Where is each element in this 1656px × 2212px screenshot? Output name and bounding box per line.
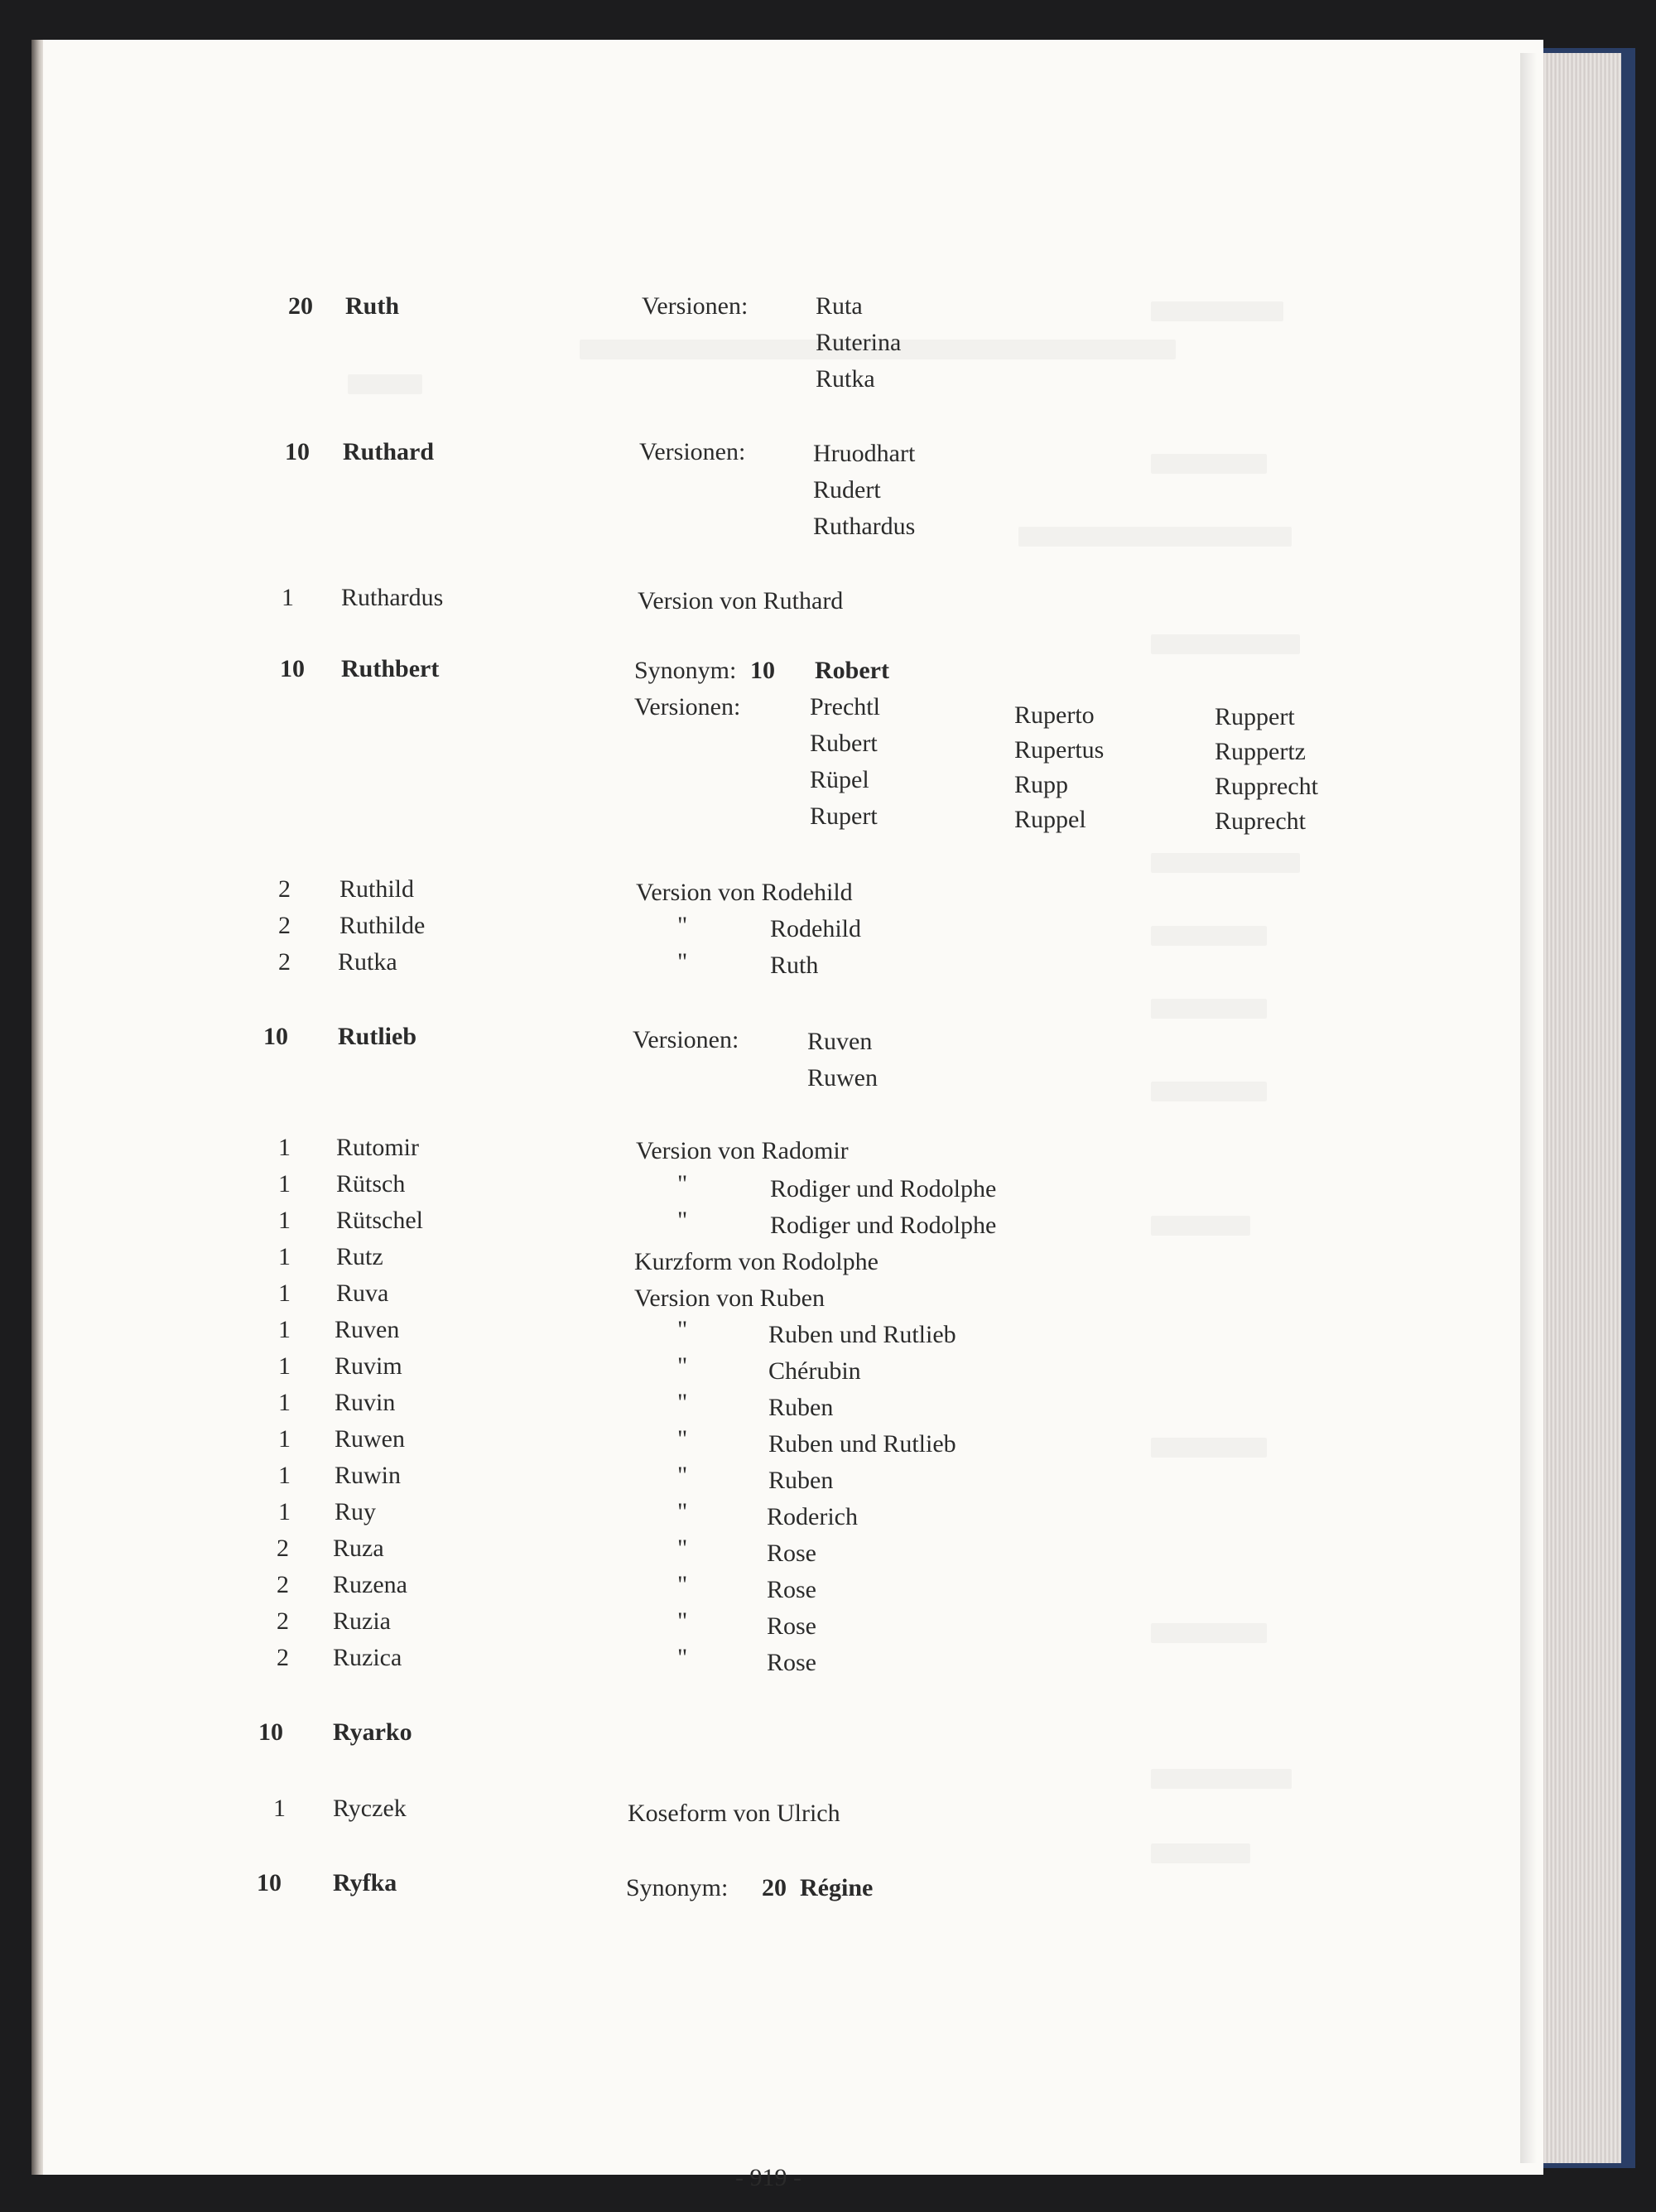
entry-name: Ruwen bbox=[335, 1425, 405, 1453]
version-value: Rüpel bbox=[810, 766, 869, 793]
entry-name: Ruy bbox=[335, 1498, 377, 1525]
entry-name: Ryfka bbox=[333, 1869, 397, 1896]
entry-relation: Versionen: bbox=[634, 693, 741, 720]
relation-target: Rodiger und Rodolphe bbox=[770, 1212, 997, 1239]
entry-name: Ruven bbox=[335, 1316, 400, 1343]
entry-name: Ruvin bbox=[335, 1389, 396, 1416]
entry-frequency-code: 2 bbox=[277, 1571, 289, 1598]
entry-name: Ruzia bbox=[333, 1607, 391, 1635]
entry-name: Rutz bbox=[336, 1243, 383, 1270]
entry-name: Ruthardus bbox=[341, 584, 444, 611]
version-value: Rudert bbox=[813, 476, 881, 504]
entry-name: Ruthild bbox=[339, 875, 415, 903]
entry-frequency-code: 1 bbox=[282, 584, 294, 611]
synonym-label: Synonym: bbox=[626, 1874, 729, 1901]
entry-name: Ruva bbox=[336, 1279, 389, 1307]
entry-name: Rütschel bbox=[336, 1207, 423, 1234]
entry-frequency-code: 2 bbox=[278, 875, 291, 903]
entry-relation: Version von Rodehild bbox=[636, 879, 853, 906]
entry-relation: Versionen: bbox=[633, 1026, 739, 1053]
relation-target: Roderich bbox=[767, 1503, 858, 1530]
entry-name: Rütsch bbox=[336, 1170, 406, 1198]
ditto-mark: " bbox=[677, 948, 688, 976]
entry-relation: Versionen: bbox=[642, 292, 749, 320]
entry-name: Ruzena bbox=[333, 1571, 407, 1598]
relation-target: Ruben bbox=[768, 1467, 834, 1494]
entry-name: Ruthilde bbox=[339, 912, 426, 939]
version-value: Rubert bbox=[810, 730, 878, 757]
entry-frequency-code: 1 bbox=[273, 1795, 286, 1822]
entry-frequency-code: 2 bbox=[277, 1644, 289, 1671]
entry-frequency-code: 1 bbox=[278, 1389, 291, 1416]
relation-target: Ruben bbox=[768, 1394, 834, 1421]
version-value: Ruven bbox=[807, 1028, 873, 1055]
entry-name: Ryarko bbox=[333, 1718, 412, 1746]
entry-relation: Versionen: bbox=[639, 438, 746, 465]
ditto-mark: " bbox=[677, 1498, 688, 1525]
version-value: Rupprecht bbox=[1215, 773, 1318, 800]
entry-frequency-code: 10 bbox=[257, 1869, 282, 1896]
synonym-code: 20 bbox=[762, 1874, 787, 1901]
version-value: Rupertus bbox=[1014, 736, 1105, 764]
synonym-code: 10 bbox=[750, 657, 775, 684]
entry-frequency-code: 2 bbox=[277, 1607, 289, 1635]
entry-name: Ruthbert bbox=[341, 655, 440, 682]
version-value: Ruterina bbox=[816, 329, 902, 356]
synonym-name: Régine bbox=[800, 1874, 874, 1901]
ditto-mark: " bbox=[677, 1425, 688, 1453]
ditto-mark: " bbox=[677, 1207, 688, 1234]
relation-target: Ruth bbox=[770, 952, 819, 979]
entry-frequency-code: 10 bbox=[280, 655, 305, 682]
page-sheet bbox=[43, 40, 1543, 2175]
entry-name: Ruwin bbox=[335, 1462, 402, 1489]
entry-frequency-code: 2 bbox=[277, 1535, 289, 1562]
entry-name: Rutlieb bbox=[338, 1023, 417, 1050]
synonym-name: Robert bbox=[815, 657, 889, 684]
version-value: Hruodhart bbox=[813, 440, 916, 467]
relation-target: Ruben und Rutlieb bbox=[768, 1321, 956, 1348]
entry-frequency-code: 1 bbox=[278, 1243, 291, 1270]
entry-name: Ruth bbox=[345, 292, 400, 320]
entry-frequency-code: 10 bbox=[258, 1718, 283, 1746]
relation-target: Rose bbox=[767, 1540, 816, 1567]
page-number: - 919 - bbox=[735, 2164, 802, 2191]
version-value: Ruperto bbox=[1014, 701, 1095, 729]
entry-frequency-code: 1 bbox=[278, 1425, 291, 1453]
entry-name: Ruvim bbox=[335, 1352, 402, 1380]
entry-name: Rutomir bbox=[336, 1134, 420, 1161]
ditto-mark: " bbox=[677, 912, 688, 939]
relation-target: Rose bbox=[767, 1649, 816, 1676]
page-shadow bbox=[1520, 53, 1537, 2163]
relation-target: Rodiger und Rodolphe bbox=[770, 1175, 997, 1202]
entry-relation: Version von Ruthard bbox=[638, 587, 844, 614]
version-value: Ruppertz bbox=[1215, 738, 1306, 765]
version-value: Ruwen bbox=[807, 1064, 878, 1092]
version-value: Ruthardus bbox=[813, 513, 916, 540]
entry-frequency-code: 1 bbox=[278, 1316, 291, 1343]
entry-relation: Version von Ruben bbox=[634, 1284, 825, 1312]
relation-target: Chérubin bbox=[768, 1357, 861, 1385]
entry-frequency-code: 1 bbox=[278, 1279, 291, 1307]
ditto-mark: " bbox=[677, 1571, 688, 1598]
version-value: Rupp bbox=[1014, 771, 1069, 798]
entry-relation: Kurzform von Rodolphe bbox=[634, 1248, 879, 1275]
entry-frequency-code: 1 bbox=[278, 1462, 291, 1489]
version-value: Ruta bbox=[816, 292, 863, 320]
version-value: Ruprecht bbox=[1215, 807, 1306, 835]
relation-target: Ruben und Rutlieb bbox=[768, 1430, 956, 1458]
synonym-label: Synonym: bbox=[634, 657, 737, 684]
entry-frequency-code: 10 bbox=[285, 438, 310, 465]
entry-frequency-code: 1 bbox=[278, 1170, 291, 1198]
entry-frequency-code: 1 bbox=[278, 1498, 291, 1525]
version-value: Rupert bbox=[810, 802, 878, 830]
entry-name: Ruzica bbox=[333, 1644, 402, 1671]
entry-frequency-code: 2 bbox=[278, 912, 291, 939]
entry-frequency-code: 1 bbox=[278, 1207, 291, 1234]
relation-target: Rose bbox=[767, 1612, 816, 1640]
relation-target: Rose bbox=[767, 1576, 816, 1603]
ditto-mark: " bbox=[677, 1316, 688, 1343]
ditto-mark: " bbox=[677, 1462, 688, 1489]
entry-frequency-code: 1 bbox=[278, 1134, 291, 1161]
ditto-mark: " bbox=[677, 1644, 688, 1671]
ditto-mark: " bbox=[677, 1535, 688, 1562]
ditto-mark: " bbox=[677, 1607, 688, 1635]
version-value: Ruppel bbox=[1014, 806, 1086, 833]
ditto-mark: " bbox=[677, 1389, 688, 1416]
entry-frequency-code: 10 bbox=[263, 1023, 288, 1050]
entry-name: Rutka bbox=[338, 948, 397, 976]
ditto-mark: " bbox=[677, 1170, 688, 1198]
entry-frequency-code: 1 bbox=[278, 1352, 291, 1380]
relation-target: Rodehild bbox=[770, 915, 861, 942]
version-value: Rutka bbox=[816, 365, 875, 393]
entry-relation: Version von Radomir bbox=[636, 1137, 849, 1164]
entry-name: Ryczek bbox=[333, 1795, 407, 1822]
entry-frequency-code: 2 bbox=[278, 948, 291, 976]
version-value: Ruppert bbox=[1215, 703, 1295, 730]
entry-name: Ruthard bbox=[343, 438, 435, 465]
entry-relation: Koseform von Ulrich bbox=[628, 1800, 840, 1827]
ditto-mark: " bbox=[677, 1352, 688, 1380]
version-value: Prechtl bbox=[810, 693, 880, 720]
entry-name: Ruza bbox=[333, 1535, 384, 1562]
entry-frequency-code: 20 bbox=[288, 292, 313, 320]
